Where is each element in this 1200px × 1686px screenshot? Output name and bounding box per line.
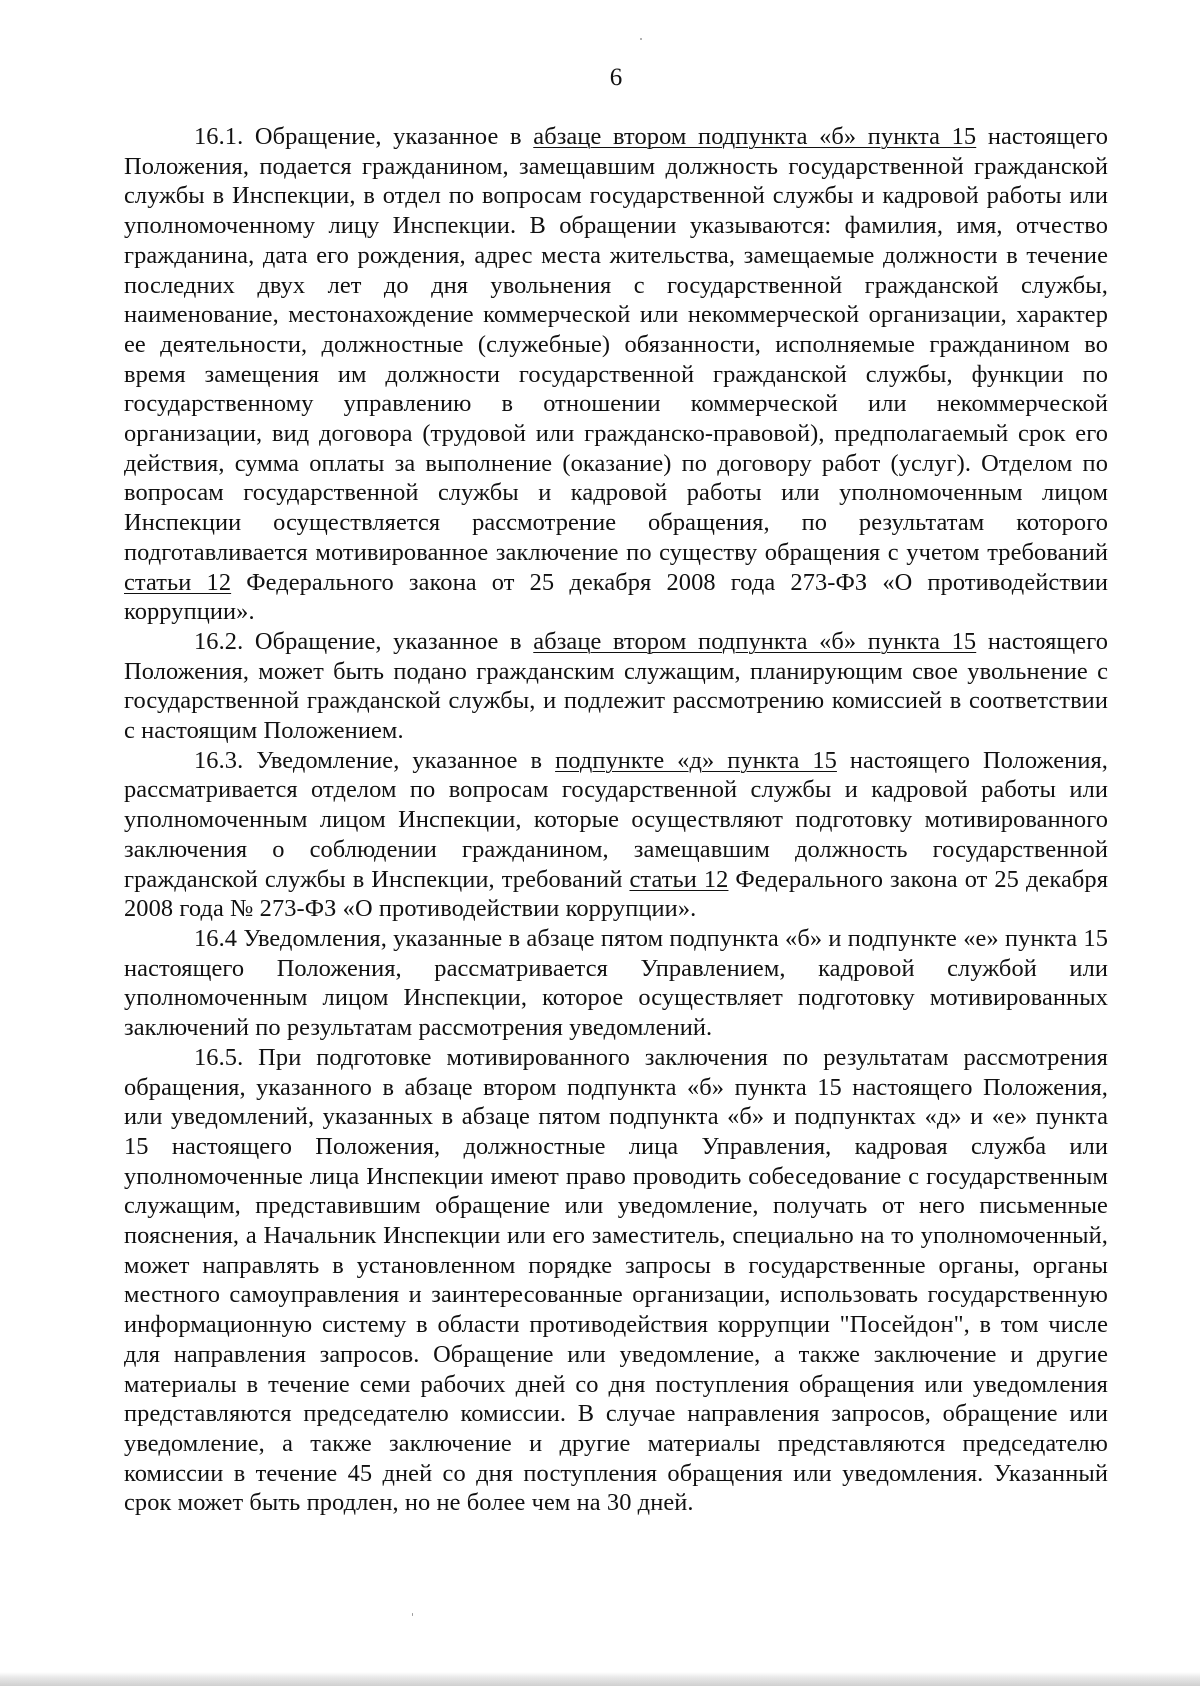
legal-reference-link[interactable]: абзаце втором подпункта «б» пункта 15 [533, 627, 977, 655]
paragraph-text: настоящего Положения, рассматривается отделом по вопросам государственной службы и кадровой работы или уполномоченным лицом Инспекции, которые осуществляют подготовку мотивированного заключения о соблюдении гражданином, замещавшим должность государственной гражданской службы в Инспекции, требований [124, 746, 1108, 893]
paragraph-text: 16.4 Уведомления, указанные в абзаце пятом подпункта «б» и подпункте «е» пункта 15 настоящего Положения, рассматривается Управлением, кадровой службой или уполномоченным лицом Инспекции, которое осуществляет подготовку мотивированных заключений по результатам рассмотрения уведомлений. [124, 924, 1108, 1042]
paragraph-16-4 [124, 924, 1108, 1043]
paragraph-16-2 [124, 627, 1108, 746]
legal-reference-link[interactable]: абзаце втором подпункта «б» пункта 15 [533, 123, 977, 150]
scan-speck [640, 38, 642, 40]
paragraph-text: 16.1. Обращение, указанное в [194, 123, 534, 150]
paragraph-text: 16.5. При подготовке мотивированного заключения по результатам рассмотрения обращения, указанного в абзаце втором подпункта «б» пункта 15 настоящего Положения, или уведомлений, указанных в абзаце пятом подпункта «б» и подпунктах «д» и «е» пункта 15 настоящего Положения, должностные лица Управления, кадровая служба или уполномоченные лица Инспекции имеют право проводить собеседование с государственным служащим, представившим обращение или уведомление, получать от него письменные пояснения, а Начальник Инспекции или его заместитель, специально на то уполномоченный, может направлять в установленном порядке запросы в государственные органы, органы местного самоуправления и заинтересованные организации, использовать государственную информационную систему в области противодействия коррупции "Посейдон", в том числе для направления запросов. Обращение или уведомление, а также заключение и другие материалы в течение семи рабочих дней со дня поступления обращения или уведомления представляются председателю комиссии. В случае направления запросов, обращение или уведомление, а также заключение и другие материалы представляются председателю комиссии в течение 45 дней со дня поступления обращения или уведомления. Указанный срок может быть продлен, но не более чем на 30 дней. [124, 1043, 1108, 1517]
paragraph-16-5 [124, 1043, 1108, 1518]
page-number: 6 [609, 64, 623, 91]
paragraph-text: 16.2. Обращение, указанное в [194, 627, 534, 655]
scan-speck [412, 1613, 413, 1616]
document-body [124, 122, 1108, 1518]
paragraph-text: настоящего Положения, подается гражданином, замещавшим должность государственной гражданской службы в Инспекции, в отдел по вопросам государственной службы и кадровой работы или уполномоченному лицу Инспекции. В обращении указываются: фамилия, имя, отчество гражданина, дата его рождения, адрес места жительства, замещаемые должности в течение последних двух лет до дня увольнения с государственной гражданской службы, наименование, местонахождение коммерческой или некоммерческой организации, характер ее деятельности, должностные (служебные) обязанности, исполняемые гражданином во время замещения им должности государственной гражданской службы, функции по государственному управлению в отношении коммерческой или некоммерческой организации, вид договора (трудовой или гражданско-правовой), предполагаемый срок его действия, сумма оплаты за выполнение (оказание) по договору работ (услуг). Отделом по вопросам государственной службы и кадровой работы или уполномоченным лицом Инспекции осуществляется рассмотрение обращения, по результатам которого подготавливается мотивированное заключение по существу обращения с учетом требований [124, 123, 1109, 566]
legal-reference-link[interactable]: статьи 12 [124, 568, 232, 596]
legal-reference-link[interactable]: подпункте «д» пункта 15 [555, 746, 837, 774]
legal-reference-link[interactable]: статьи 12 [629, 865, 729, 893]
paragraph-text: настоящего Положения, может быть подано гражданским служащим, планирующим свое увольнение с государственной гражданской службы, и подлежит рассмотрению комиссией в соответствии с настоящим Положением. [124, 627, 1109, 745]
paragraph-16-3 [124, 746, 1108, 924]
scan-bottom-edge [0, 1672, 1200, 1686]
paragraph-16-1 [124, 122, 1108, 627]
paragraph-text: Федерального закона от 25 декабря 2008 года № 273-ФЗ «О противодействии коррупции». [124, 865, 1109, 923]
paragraph-text: 16.3. Уведомление, указанное в [194, 746, 556, 774]
paragraph-text: Федерального закона от 25 декабря 2008 года 273-ФЗ «О противодействии коррупции». [124, 568, 1109, 626]
